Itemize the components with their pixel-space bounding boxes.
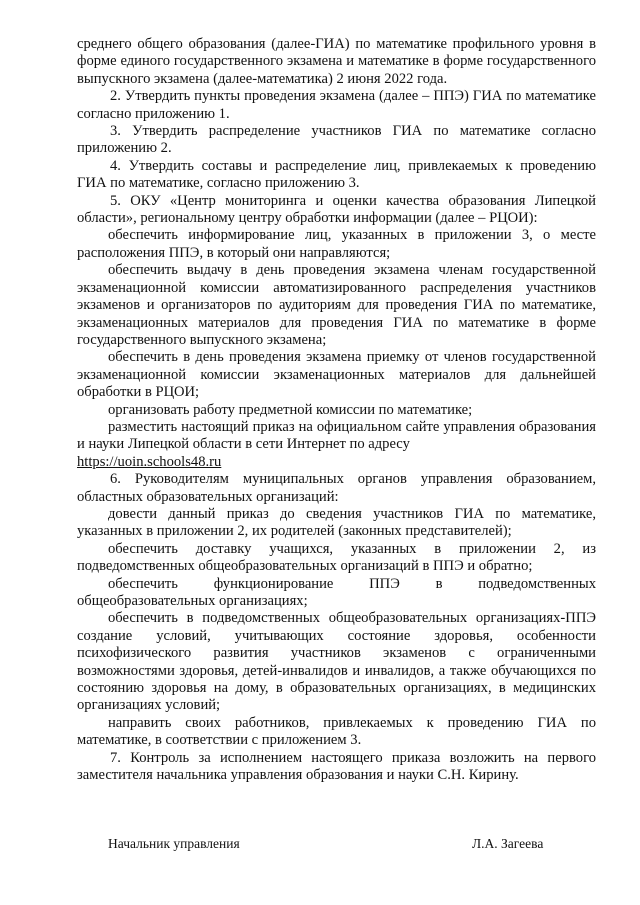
paragraph-item-5-inform: обеспечить информирование лиц, указанных в приложении 3, о месте расположения ППЭ, в который они направляются; — [77, 227, 596, 261]
paragraph-item-6-notify: довести данный приказ до сведения участников ГИА по математике, указанных в приложении 2, их родителей (законных представителей); — [77, 505, 596, 540]
paragraph-item-6-conditions: обеспечить в подведомственных общеобразовательных организациях-ППЭ создание условий, учитывающих состояние здоровья, особенности психофизического развития участников экзаменов с ограниченными возможностями здоровья, детей-инвалидов и инвалидов, а также обучающихся по состоянию здоровья на дому, в образовательных организациях, в медицинских организациях условий; — [77, 610, 596, 714]
paragraph-item-2: 2. Утвердить пункты проведения экзамена (далее – ППЭ) ГИА по математике согласно приложению 1. — [77, 88, 596, 122]
paragraph-item-5-issue: обеспечить выдачу в день проведения экзамена членам государственной экзаменационной комиссии автоматизированного распределения участников экзаменов и организаторов по аудиториям для проведения ГИА по математике, экзаменационных материалов для проведения ГИА по математике в форме государственного выпускного экзамена; — [77, 262, 596, 348]
document-body — [77, 36, 596, 784]
paragraph-item-6-functioning: обеспечить функционирование ППЭ в подведомственных общеобразовательных организациях; — [77, 575, 596, 609]
paragraph-item-4: 4. Утвердить составы и распределение лиц, привлекаемых к проведению ГИА по математике, согласно приложению 3. — [77, 157, 596, 192]
website-link-line — [77, 454, 596, 471]
paragraph-item-6-staff: направить своих работников, привлекаемых к проведению ГИА по математике, в соответствии с приложением 3. — [77, 714, 596, 749]
paragraph-item-5: 5. ОКУ «Центр мониторинга и оценки качества образования Липецкой области», региональному центру обработки информации (далее – РЦОИ): — [77, 192, 596, 227]
paragraph-item-5-publish: разместить настоящий приказ на официальном сайте управления образования и науки Липецкой области в сети Интернет по адресу — [77, 418, 596, 453]
paragraph-item-6: 6. Руководителям муниципальных органов управления образованием, областных образовательных организаций: — [77, 471, 596, 505]
paragraph-item-5-commission: организовать работу предметной комиссии по математике; — [108, 401, 473, 418]
paragraph-intro-continuation: среднего общего образования (далее-ГИА) по математике профильного уровня в форме единого государственного экзамена и математике в форме государственного выпускного экзамена (далее-математика) 2 июня 2022 года. — [77, 36, 596, 87]
paragraph-item-3: 3. Утвердить распределение участников ГИА по математике согласно приложению 2. — [77, 123, 596, 157]
paragraph-item-6-delivery: обеспечить доставку учащихся, указанных в приложении 2, из подведомственных общеобразовательных организаций в ППЭ и обратно; — [77, 540, 596, 575]
paragraph-item-5-accept: обеспечить в день проведения экзамена приемку от членов государственной экзаменационной комиссии экзаменационных материалов для дальнейшей обработки в РЦОИ; — [77, 349, 596, 401]
website-link[interactable]: https://uoin.schools48.ru — [77, 453, 222, 470]
paragraph-item-7: 7. Контроль за исполнением настоящего приказа возложить на первого заместителя начальника управления образования и науки С.Н. Кирину. — [77, 749, 596, 784]
signature-name: Л.А. Загеева — [472, 836, 544, 851]
signature-position: Начальник управления — [108, 836, 240, 851]
